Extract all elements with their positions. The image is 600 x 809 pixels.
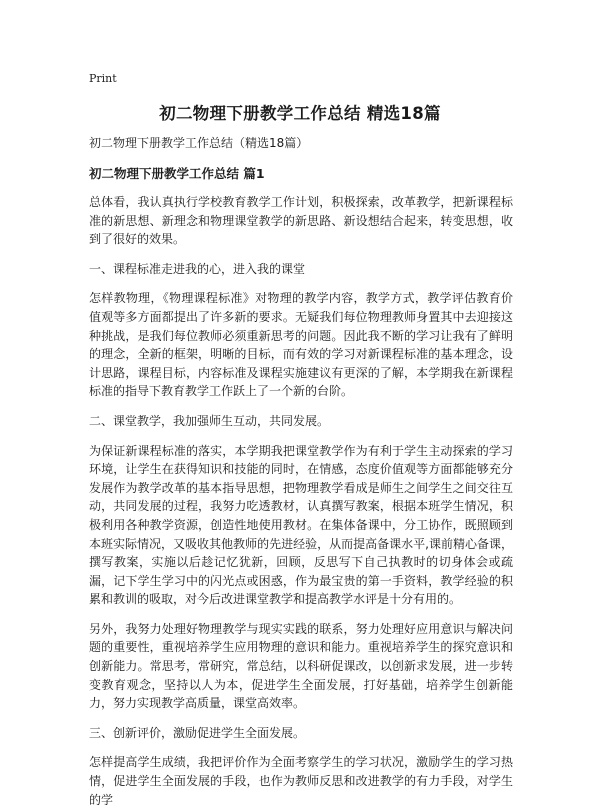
section-title: 初二物理下册教学工作总结 篇1 bbox=[89, 166, 265, 181]
section-heading: 三、创新评价，激励促进学生全面发展。 bbox=[89, 725, 306, 740]
body-paragraph: 怎样提高学生成绩，我把评价作为全面考察学生的学习状况，激励学生的学习热情，促进学生全面发展的手段，也作为教师反思和改进教学的有力手段，对学生的学 bbox=[89, 755, 513, 807]
body-paragraph: 总体看，我认真执行学校教育教学工作计划，积极探索，改革教学，把新课程标准的新思想、新理念和物理课堂教学的新思路、新设想结合起来，转变思想，收到了很好的效果。 bbox=[89, 195, 513, 247]
section-heading: 一、课程标准走进我的心，进入我的课堂 bbox=[89, 261, 306, 276]
document-body bbox=[89, 193, 513, 809]
body-paragraph: 另外，我努力处理好物理教学与现实实践的联系，努力处理好应用意识与解决问题的重要性，重视培养学生应用物理的意识和能力。重视培养学生的探究意识和创新能力。常思考，常研究，常总结，以科研促课改，以创新求发展，进一步转变教育观念，坚持以人为本，促进学生全面发展，打好基础，培养学生创新能力，努力实现教学高质量，课堂高效率。 bbox=[89, 621, 513, 711]
print-label[interactable]: Print bbox=[89, 72, 117, 85]
body-paragraph: 怎样教物理，《物理课程标准》对物理的教学内容，教学方式，教学评估教育价值观等多方面都提出了许多新的要求。无疑我们每位物理教师身置其中去迎接这种挑战，是我们每位教师必须重新思考的问题。因此我不断的学习让我有了鲜明的理念，全新的框架，明晰的目标，而有效的学习对新课程标准的基本理念，设计思路，课程目标，内容标准及课程实施建议有更深的了解，本学期我在新课程标准的指导下教育教学工作跃上了一个新的台阶。 bbox=[89, 291, 513, 399]
body-paragraph: 为保证新课程标准的落实，本学期我把课堂教学作为有利于学生主动探索的学习环境，让学生在获得知识和技能的同时，在情感，态度价值观等方面都能够充分发展作为教学改革的基本指导思想，把物理教学看成是师生之间学生之间交往互动，共同发展的过程，我努力吃透教材，认真撰写教案，根据本班学生情况，积极利用各种教学资源，创造性地使用教材。在集体备课中，分工协作，既照顾到本班实际情况，又吸收其他教师的先进经验，从而提高备课水平,课前精心备课，撰写教案，实施以后趁记忆犹新，回顾，反思写下自己执教时的切身体会或疏漏，记下学生学习中的闪光点或困惑，作为最宝贵的第一手资料，教学经验的积累和教训的吸取，对今后改进课堂教学和提高教学水评是十分有用的。 bbox=[89, 443, 513, 607]
document-title: 初二物理下册教学工作总结 精选18篇 bbox=[159, 104, 441, 123]
section-heading: 二、课堂教学，我加强师生互动，共同发展。 bbox=[89, 413, 330, 428]
document-subtitle: 初二物理下册教学工作总结（精选18篇） bbox=[89, 136, 309, 150]
